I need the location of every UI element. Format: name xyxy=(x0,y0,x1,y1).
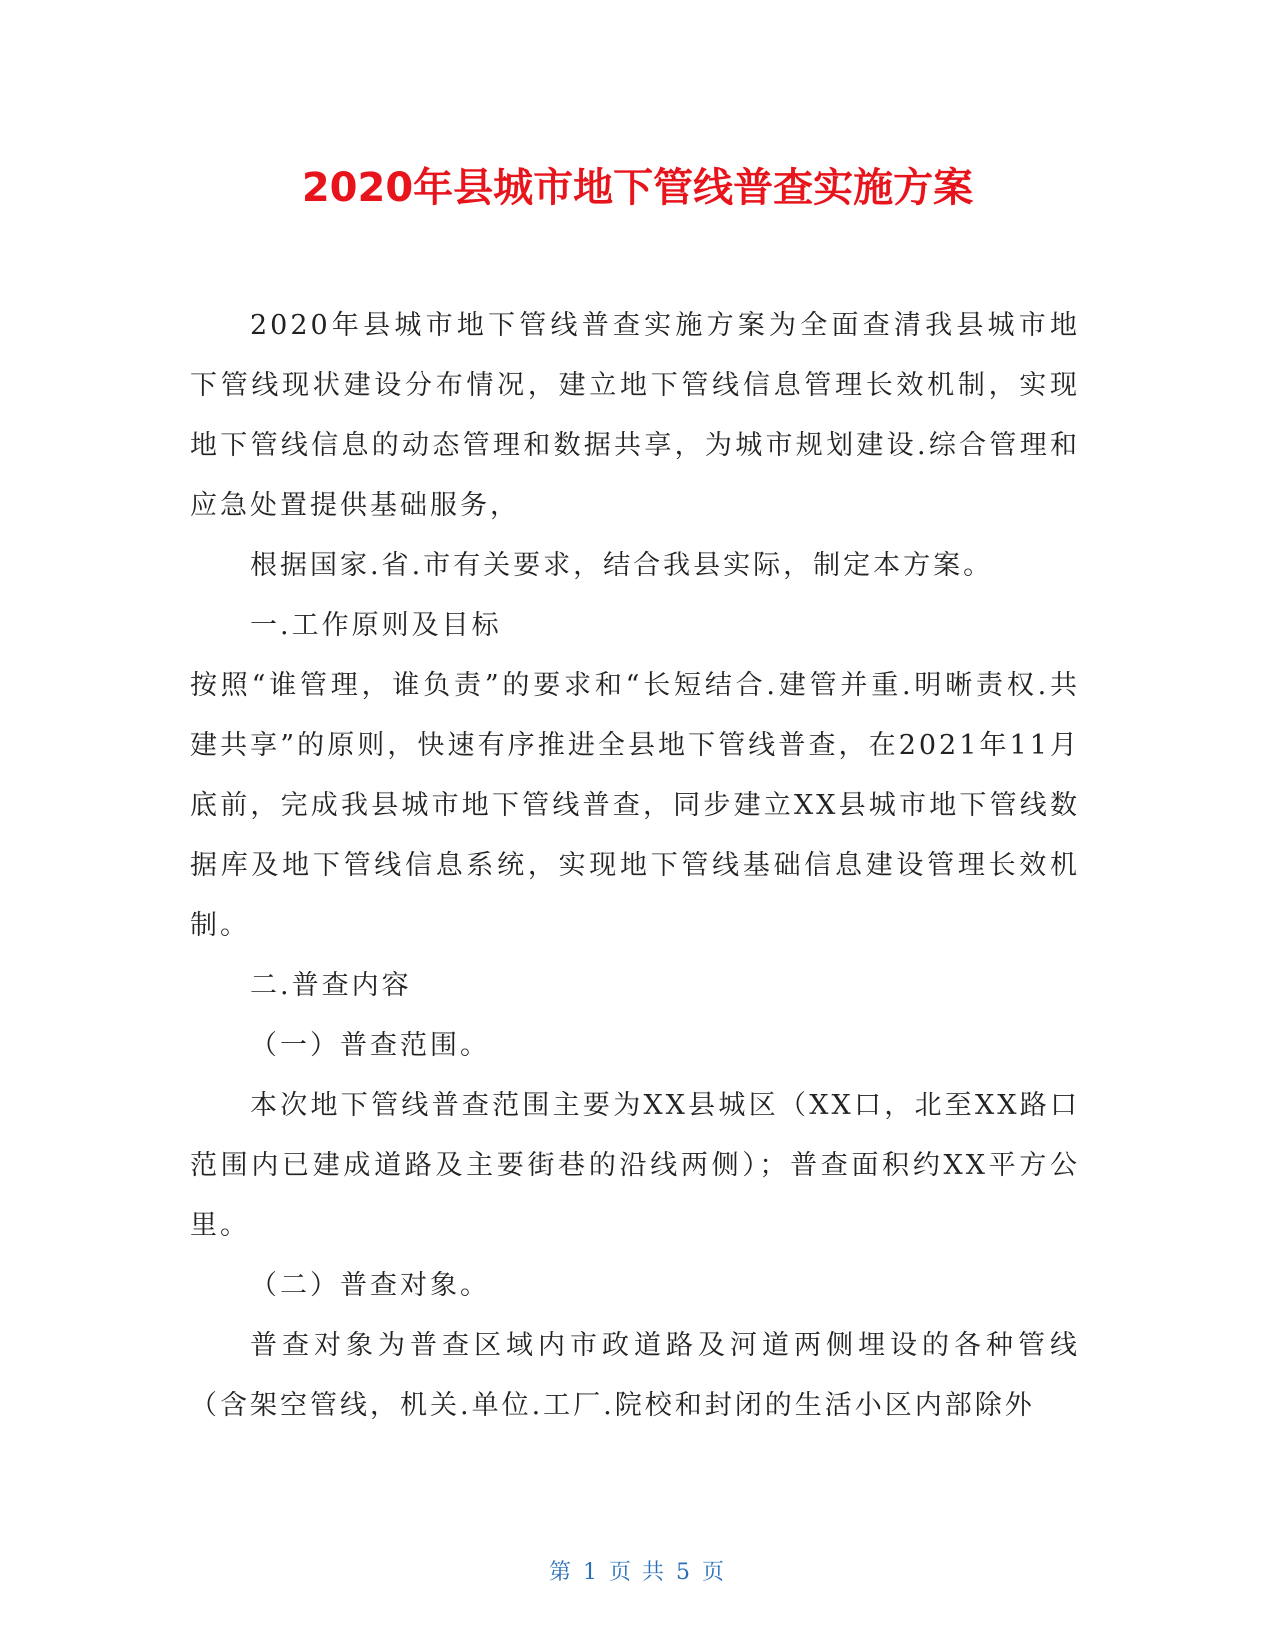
document-title: 2020年县城市地下管线普查实施方案 xyxy=(301,165,974,211)
page-label-suffix: 页 xyxy=(702,1560,727,1585)
paragraph-basis: 根据国家.省.市有关要求，结合我县实际，制定本方案。 xyxy=(250,550,994,581)
paragraph-survey-objects: 普查对象为普查区域内市政道路及河道两侧埋设的各种管线（含架空管线，机关.单位.工厂.院校和封闭的生活小区内部除外 xyxy=(190,1330,1080,1421)
current-page-number: 1 xyxy=(583,1560,599,1585)
paragraph-principles: 按照“谁管理，谁负责”的要求和“长短结合.建管并重.明晰责权.共建共享”的原则，快速有序推进全县地下管线普查，在2021年11月底前，完成我县城市地下管线普查，同步建立XX县城市地下管线数据库及地下管线信息系统，实现地下管线基础信息建设管理长效机制。 xyxy=(190,670,1080,941)
page-label-prefix: 第 xyxy=(548,1560,573,1585)
paragraph-survey-scope: 本次地下管线普查范围主要为XX县城区（XX口，北至XX路口范围内已建成道路及主要街巷的沿线两侧）；普查面积约XX平方公里。 xyxy=(190,1090,1080,1241)
subheading-survey-objects: （二）普查对象。 xyxy=(250,1270,490,1301)
subheading-survey-scope: （一）普查范围。 xyxy=(250,1030,490,1061)
heading-principles: 一.工作原则及目标 xyxy=(250,610,502,641)
total-pages-number: 5 xyxy=(676,1560,692,1585)
paragraph-intro: 2020年县城市地下管线普查实施方案为全面查清我县城市地下管线现状建设分布情况，建立地下管线信息管理长效机制，实现地下管线信息的动态管理和数据共享，为城市规划建设.综合管理和应急处置提供基础服务， xyxy=(190,310,1080,521)
page-number-footer xyxy=(0,1555,1275,1586)
page-label-mid: 页 共 xyxy=(609,1560,666,1585)
document-body xyxy=(190,296,1080,1436)
heading-survey-content: 二.普查内容 xyxy=(250,970,412,1001)
